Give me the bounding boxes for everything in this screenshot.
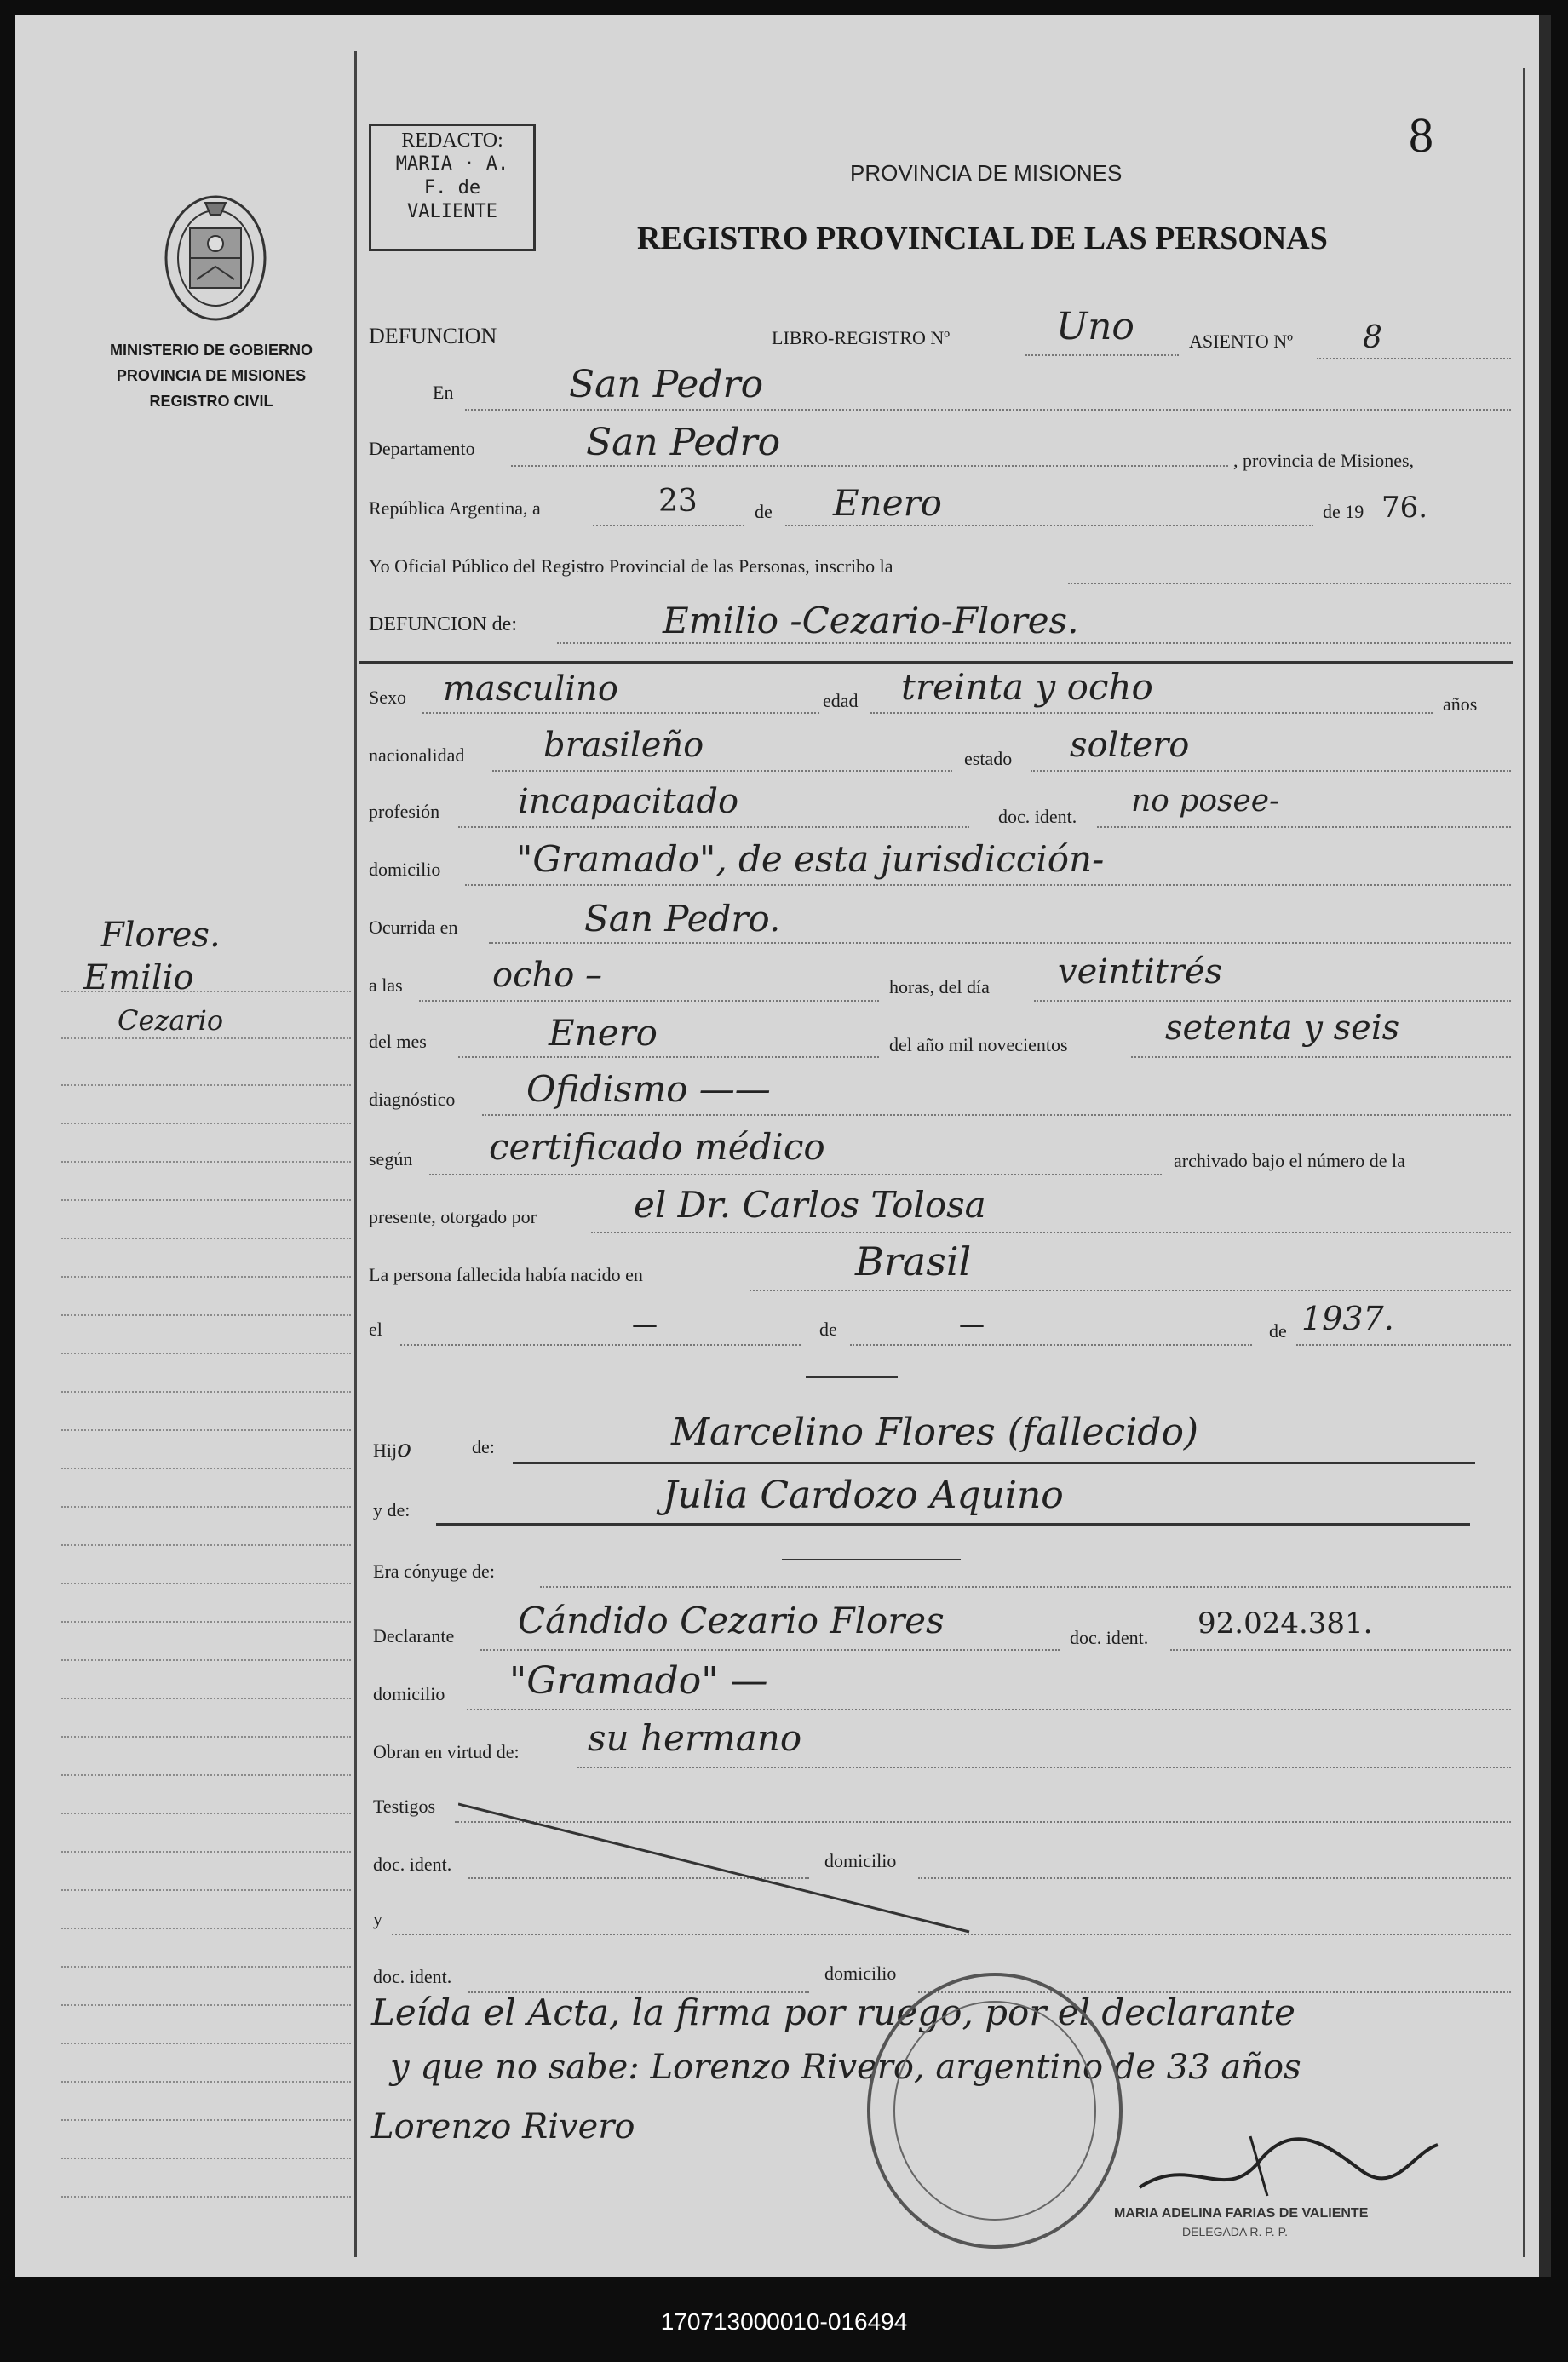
redacto-name-line: MARIA · A. [395, 153, 509, 175]
de3-label: de [1269, 1320, 1287, 1342]
defuncion-heading: DEFUNCION [369, 324, 497, 348]
doc-ident-value: no posee- [1131, 784, 1280, 819]
ministry-line: MINISTERIO DE GOBIERNO [109, 342, 313, 359]
el-value: — [632, 1310, 658, 1340]
profesion-label: profesión [369, 801, 440, 822]
de-19-label: de 19 [1323, 501, 1364, 522]
estado-label: estado [964, 748, 1013, 769]
doc-ident-label: doc. ident. [998, 806, 1077, 827]
margin-note [83, 914, 223, 1042]
nacido-label: La persona fallecida había nacido en [369, 1264, 643, 1285]
libro-value: Uno [1056, 305, 1134, 348]
t2-doc-label: doc. ident. [373, 1966, 452, 1987]
madre-value: Julia Cardozo Aquino [663, 1474, 1064, 1517]
closing-line-1: Leída el Acta, la firma por ruego, por el declarante [371, 1991, 1296, 2033]
hijo-prefix: Hij [373, 1440, 398, 1461]
redacto-name-line: F. de [423, 177, 481, 198]
departamento-value: San Pedro [586, 421, 781, 464]
document-id: 170713000010-016494 [660, 2308, 908, 2335]
signature-icon [1123, 2119, 1446, 2213]
yo-oficial-text: Yo Oficial Público del Registro Provincial de las Personas, inscribo la [369, 555, 893, 577]
redacto-stamp [369, 124, 536, 251]
segun-value: certificado médico [489, 1126, 825, 1168]
diagnostico-value: Ofidismo —— [526, 1068, 771, 1110]
page-number: 8 [1409, 107, 1433, 163]
presente-label: presente, otorgado por [369, 1206, 537, 1227]
signature-title-stamp: DELEGADA R. P. P. [1182, 2225, 1288, 2238]
signature-name-stamp: MARIA ADELINA FARIAS DE VALIENTE [1114, 2206, 1369, 2221]
hijo-suffix: o [397, 1434, 411, 1463]
archivado-label: archivado bajo el número de la [1174, 1150, 1405, 1171]
estado-value: soltero [1070, 726, 1190, 765]
redacto-label: REDACTO: [401, 129, 503, 152]
closing-line-2: y que no sabe: Lorenzo Rivero, argentino de 33 años [390, 2048, 1301, 2087]
de-label: de [755, 501, 773, 522]
en-value: San Pedro [569, 363, 764, 406]
obran-value: su hermano [588, 1717, 802, 1759]
provincia-suffix: , provincia de Misiones, [1233, 450, 1415, 471]
sexo-value: masculino [443, 670, 618, 709]
y-label: y [373, 1908, 382, 1929]
mes-value: Enero [833, 482, 942, 524]
del-mes-value: Enero [549, 1012, 658, 1054]
margin-note-line: Cezario [118, 1004, 224, 1037]
nac-anio-value: 1937. [1301, 1300, 1394, 1337]
defuncion-de-label: DEFUNCION de: [369, 613, 517, 635]
coat-of-arms-icon [156, 186, 275, 330]
declarante-label: Declarante [373, 1625, 455, 1647]
a-las-label: a las [369, 974, 403, 996]
y-de-label: y de: [373, 1499, 411, 1520]
anio-mil-value: setenta y seis [1165, 1009, 1400, 1048]
segun-label: según [369, 1148, 413, 1170]
ministry-line: REGISTRO CIVIL [149, 393, 273, 410]
hijo-de-label: de: [472, 1436, 495, 1457]
form-left-border [354, 51, 357, 2257]
anio-mil-label: del año mil novecientos [889, 1034, 1068, 1055]
a-las-value: ocho – [492, 956, 603, 995]
margin-note-line: Emilio [83, 958, 194, 997]
nacionalidad-value: brasileño [543, 726, 704, 765]
edad-label: edad [823, 690, 859, 711]
libro-label: LIBRO-REGISTRO Nº [772, 327, 951, 348]
obran-label: Obran en virtud de: [373, 1741, 520, 1762]
t2-domicilio-label: domicilio [824, 1963, 897, 1984]
padre-value: Marcelino Flores (fallecido) [671, 1411, 1199, 1454]
margin-note-line: Flores. [101, 916, 221, 955]
witness-strike-line [458, 1796, 1054, 1949]
horas-label: horas, del día [889, 976, 990, 997]
t-doc-label: doc. ident. [373, 1853, 452, 1875]
asiento-label: ASIENTO Nº [1189, 330, 1293, 352]
en-label: En [433, 382, 454, 403]
form-right-border [1523, 68, 1525, 2257]
document-page [15, 15, 1551, 2277]
domicilio-label: domicilio [369, 859, 441, 880]
anio-value: 76. [1381, 491, 1428, 525]
departamento-label: Departamento [369, 438, 475, 459]
sexo-label: Sexo [369, 687, 406, 708]
horas-value: veintitrés [1058, 952, 1223, 991]
closing-line-3: Lorenzo Rivero [371, 2107, 635, 2146]
official-seal-icon [859, 1966, 1131, 2256]
declarante-value: Cándido Cezario Flores [518, 1600, 945, 1641]
decl-domicilio-value: "Gramado" — [509, 1659, 768, 1703]
republica-label: República Argentina, a [369, 497, 541, 519]
decl-doc-label: doc. ident. [1070, 1627, 1149, 1648]
ministry-line: PROVINCIA DE MISIONES [116, 367, 307, 384]
ministry-header [66, 337, 356, 414]
domicilio-value: "Gramado", de esta jurisdicción- [516, 838, 1105, 880]
nacido-value: Brasil [855, 1238, 972, 1284]
diagnostico-label: diagnóstico [369, 1089, 456, 1110]
ocurrida-label: Ocurrida en [369, 917, 458, 938]
profesion-value: incapacitado [518, 782, 739, 821]
edad-value: treinta y ocho [901, 666, 1153, 708]
registry-title: REGISTRO PROVINCIAL DE LAS PERSONAS [637, 221, 1328, 256]
del-mes-label: del mes [369, 1031, 427, 1052]
de2-label: de [819, 1319, 837, 1340]
province-title: PROVINCIA DE MISIONES [850, 160, 1123, 186]
presente-value: el Dr. Carlos Tolosa [634, 1184, 986, 1226]
testigos-label: Testigos [373, 1796, 436, 1817]
redacto-name-line: VALIENTE [407, 201, 497, 222]
de2-value: — [959, 1310, 985, 1340]
redacto-name [378, 152, 526, 224]
ocurrida-value: San Pedro. [584, 898, 781, 940]
hijo-label [373, 1434, 411, 1463]
defuncion-de-value: Emilio -Cezario-Flores. [663, 600, 1079, 641]
dia-value: 23 [658, 484, 698, 519]
conyuge-label: Era cónyuge de: [373, 1560, 495, 1582]
nacionalidad-label: nacionalidad [369, 744, 465, 766]
decl-domicilio-label: domicilio [373, 1683, 445, 1704]
decl-doc-value: 92.024.381. [1198, 1606, 1373, 1641]
t-domicilio-label: domicilio [824, 1850, 897, 1871]
el-label: el [369, 1319, 382, 1340]
anos-label: años [1443, 693, 1478, 715]
asiento-value: 8 [1363, 320, 1382, 355]
